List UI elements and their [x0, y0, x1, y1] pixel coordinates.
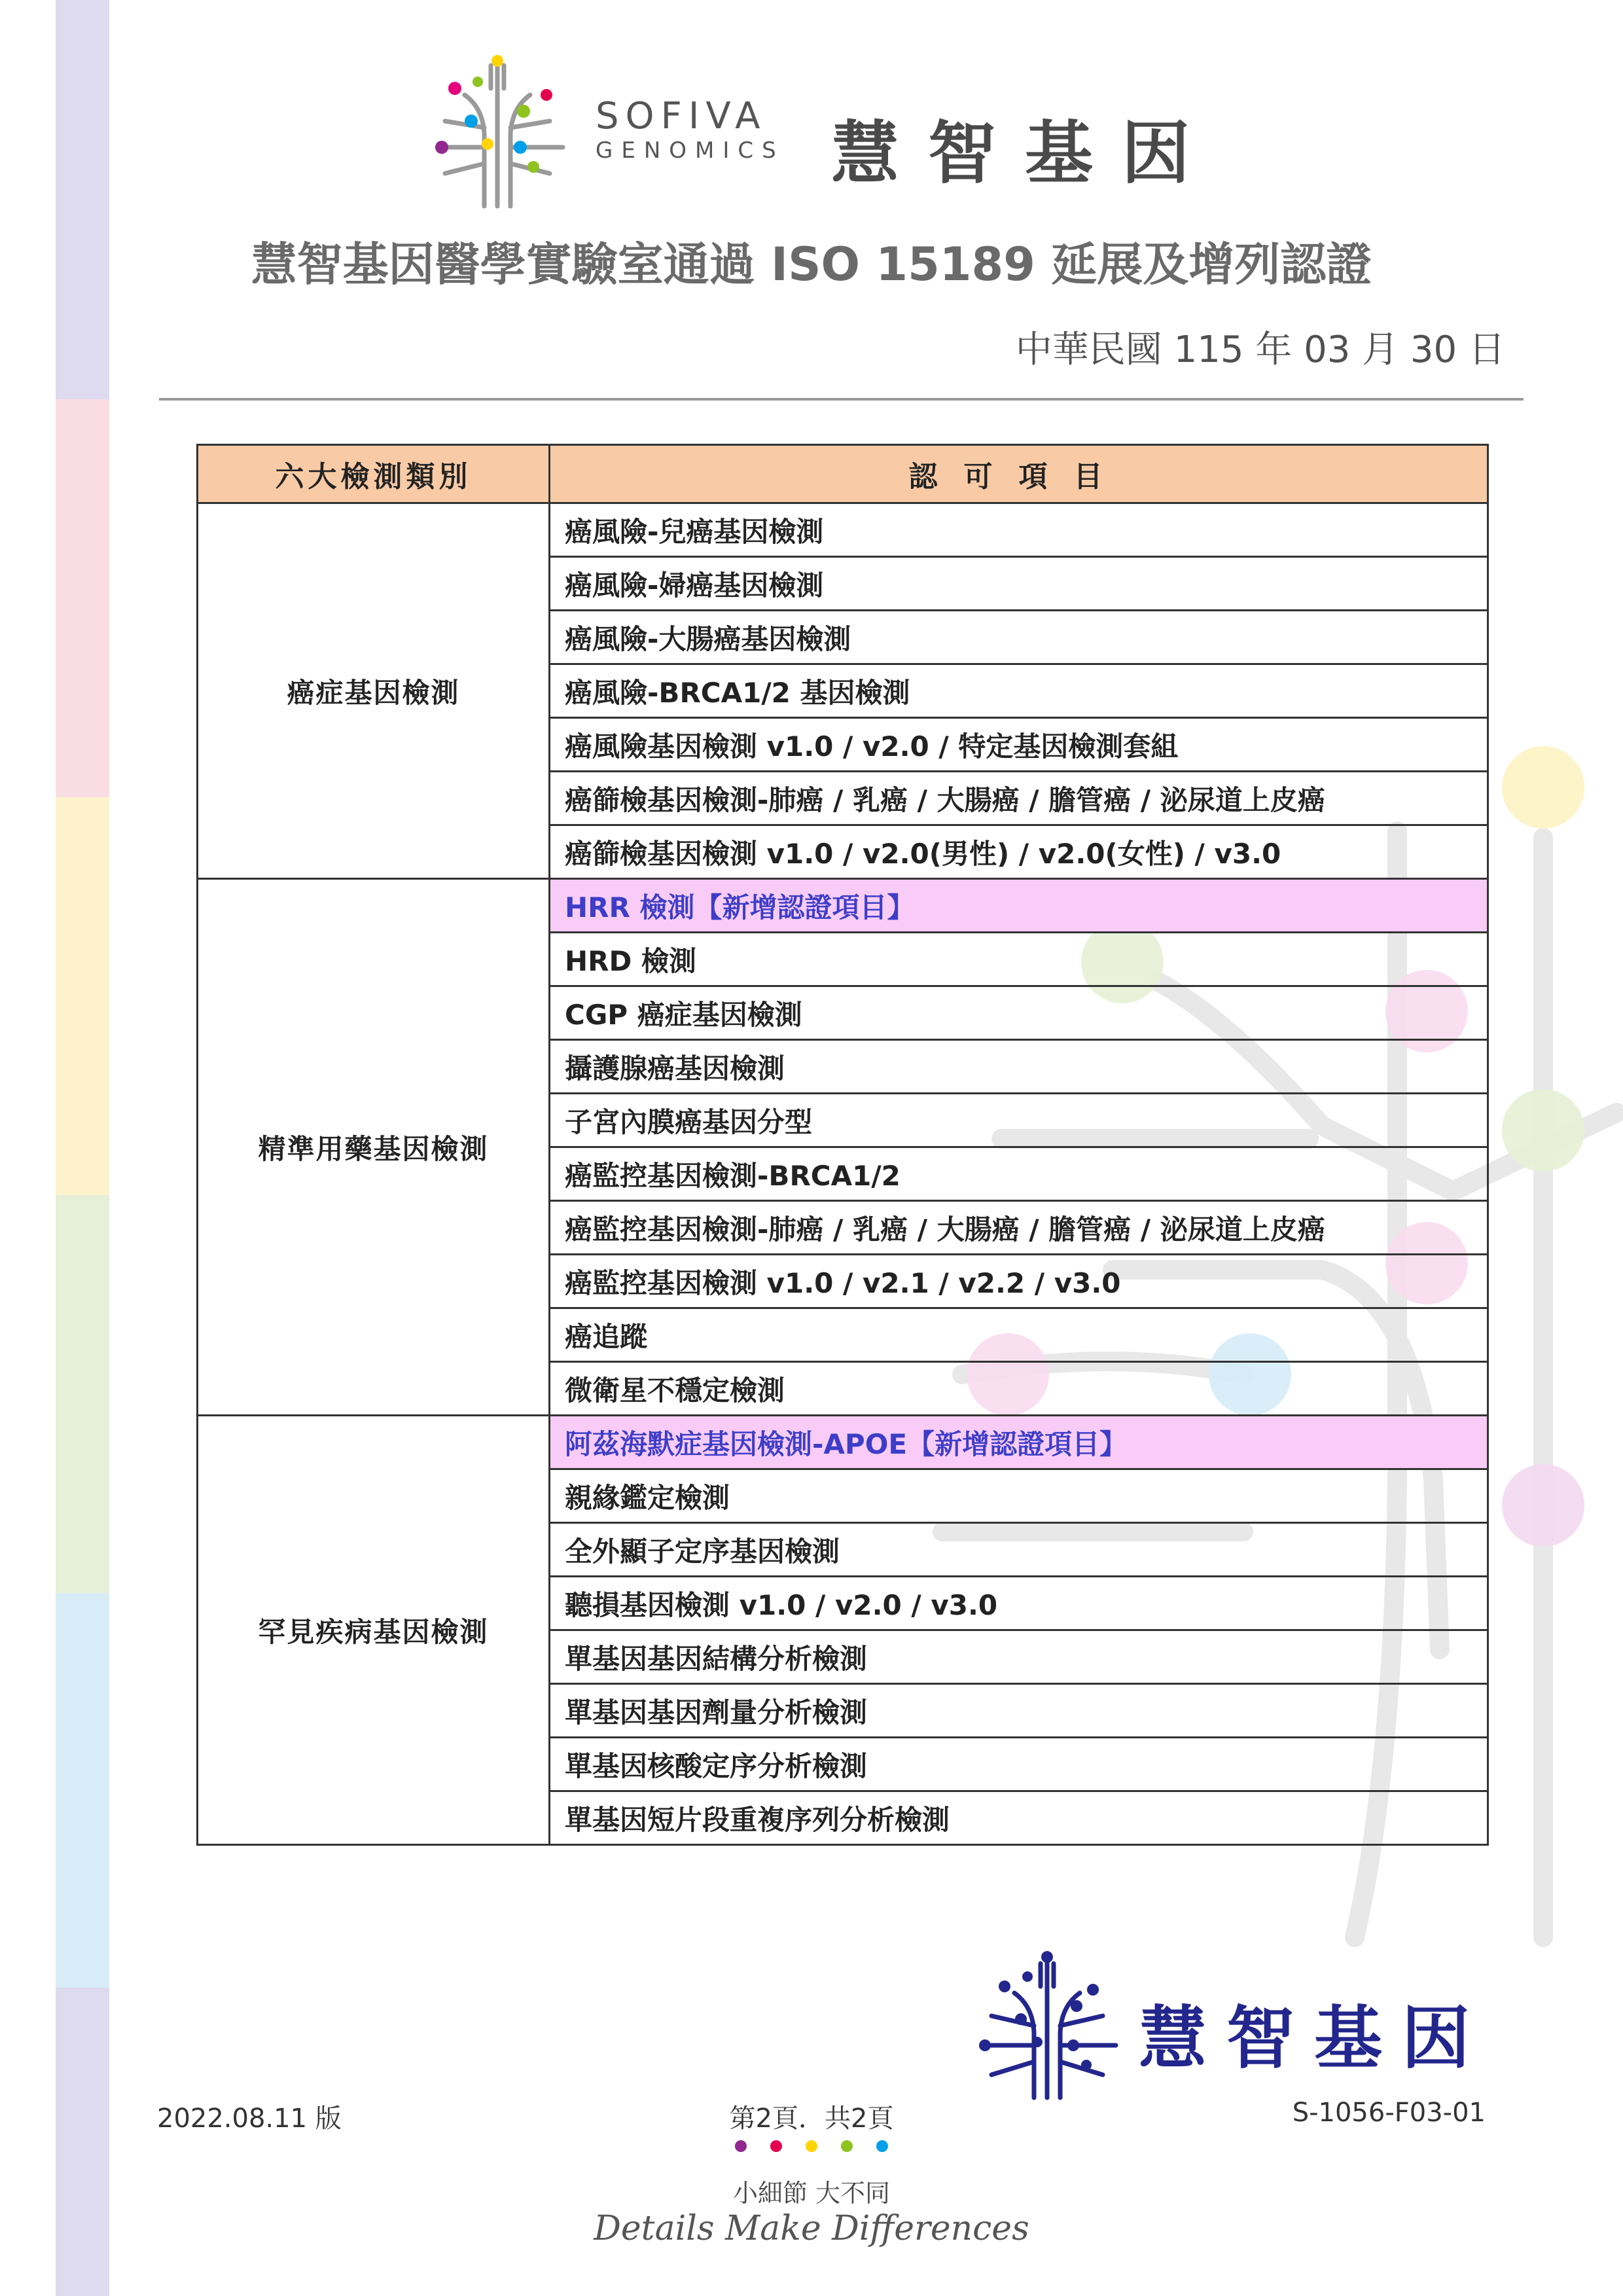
sofiva-navy-tree-logo-icon — [969, 1947, 1126, 2104]
brand-english-line2: GENOMICS — [596, 137, 785, 164]
footer-version: 2022.08.11 版 — [157, 2104, 342, 2134]
dot-icon — [770, 2140, 782, 2152]
dot-icon — [841, 2140, 853, 2152]
dot-icon — [876, 2140, 888, 2152]
table-cell-item: CGP 癌症基因檢測 — [550, 986, 1488, 1040]
table-cell-item: 全外顯子定序基因檢測 — [550, 1523, 1488, 1577]
table-cell-item: 親緣鑑定檢測 — [550, 1469, 1488, 1523]
table-cell-item-new-certification: HRR 檢測【新增認證項目】 — [550, 879, 1488, 933]
stripe-pink — [56, 399, 109, 797]
table-cell-item: 單基因核酸定序分析檢測 — [550, 1738, 1488, 1791]
table-row — [198, 503, 1488, 557]
table-cell-item: 癌風險-大腸癌基因檢測 — [550, 611, 1488, 664]
sofiva-tree-logo-icon — [419, 49, 576, 213]
stripe-purple — [56, 0, 109, 399]
dot-icon — [735, 2140, 747, 2152]
table-cell-item: 癌監控基因檢測-肺癌 / 乳癌 / 大腸癌 / 膽管癌 / 泌尿道上皮癌 — [550, 1201, 1488, 1255]
table-cell-item: 癌風險-BRCA1/2 基因檢測 — [550, 664, 1488, 718]
table-cell-item: 單基因短片段重複序列分析檢測 — [550, 1791, 1488, 1845]
header-divider — [159, 398, 1524, 401]
table-cell-item: 癌篩檢基因檢測-肺癌 / 乳癌 / 大腸癌 / 膽管癌 / 泌尿道上皮癌 — [550, 772, 1488, 825]
category-cancer-genetic-testing: 癌症基因檢測 — [198, 503, 550, 879]
table-cell-item: 單基因基因結構分析檢測 — [550, 1630, 1488, 1684]
table-cell-item: 癌篩檢基因檢測 v1.0 / v2.0(男性) / v2.0(女性) / v3.0 — [550, 825, 1488, 879]
table-row — [198, 1416, 1488, 1469]
certification-table — [196, 444, 1489, 1846]
table-cell-item: 微衛星不穩定檢測 — [550, 1362, 1488, 1416]
table-cell-item: 單基因基因劑量分析檢測 — [550, 1684, 1488, 1738]
table-cell-item: 子宮內膜癌基因分型 — [550, 1094, 1488, 1147]
footer-slogan-chinese: 小細節 大不同 — [732, 2179, 891, 2208]
brand-english — [596, 97, 785, 165]
footer-page-number: 第2頁．共2頁 — [729, 2104, 894, 2134]
category-rare-disease-testing: 罕見疾病基因檢測 — [198, 1416, 550, 1845]
brand-chinese-name: 慧智基因 — [831, 113, 1219, 193]
stripe-blue — [56, 1593, 109, 1988]
table-cell-item: HRD 檢測 — [550, 933, 1488, 986]
table-cell-item: 癌風險-婦癌基因檢測 — [550, 557, 1488, 611]
stripe-green — [56, 1195, 109, 1593]
table-cell-item: 癌追蹤 — [550, 1308, 1488, 1362]
table-cell-item: 癌監控基因檢測-BRCA1/2 — [550, 1147, 1488, 1201]
bottom-brand-chinese-name: 慧智基因 — [1139, 1998, 1490, 2078]
category-precision-medicine-testing: 精準用藥基因檢測 — [198, 879, 550, 1416]
column-header-category: 六大檢測類別 — [198, 445, 550, 503]
footer-color-dots — [0, 2140, 1623, 2155]
table-cell-item: 癌風險-兒癌基因檢測 — [550, 503, 1488, 557]
footer-document-code: S-1056-F03-01 — [1292, 2098, 1486, 2128]
footer-slogan-english: Details Make Differences — [594, 2209, 1029, 2248]
table-cell-item: 攝護腺癌基因檢測 — [550, 1040, 1488, 1094]
table-cell-item: 癌監控基因檢測 v1.0 / v2.1 / v2.2 / v3.0 — [550, 1255, 1488, 1308]
document-title: 慧智基因醫學實驗室通過 ISO 15189 延展及增列認證 — [251, 238, 1372, 291]
table-cell-item: 聽損基因檢測 v1.0 / v2.0 / v3.0 — [550, 1577, 1488, 1630]
column-header-items: 認可項目 — [550, 445, 1488, 503]
table-header-row — [198, 445, 1488, 503]
dot-icon — [806, 2140, 817, 2152]
stripe-yellow — [56, 797, 109, 1195]
table-cell-item-new-certification: 阿茲海默症基因檢測-APOE【新增認證項目】 — [550, 1416, 1488, 1469]
table-cell-item: 癌風險基因檢測 v1.0 / v2.0 / 特定基因檢測套組 — [550, 718, 1488, 772]
table-row — [198, 879, 1488, 933]
document-date: 中華民國 115 年 03 月 30 日 — [1015, 329, 1505, 371]
brand-english-line1: SOFIVA — [596, 95, 767, 137]
